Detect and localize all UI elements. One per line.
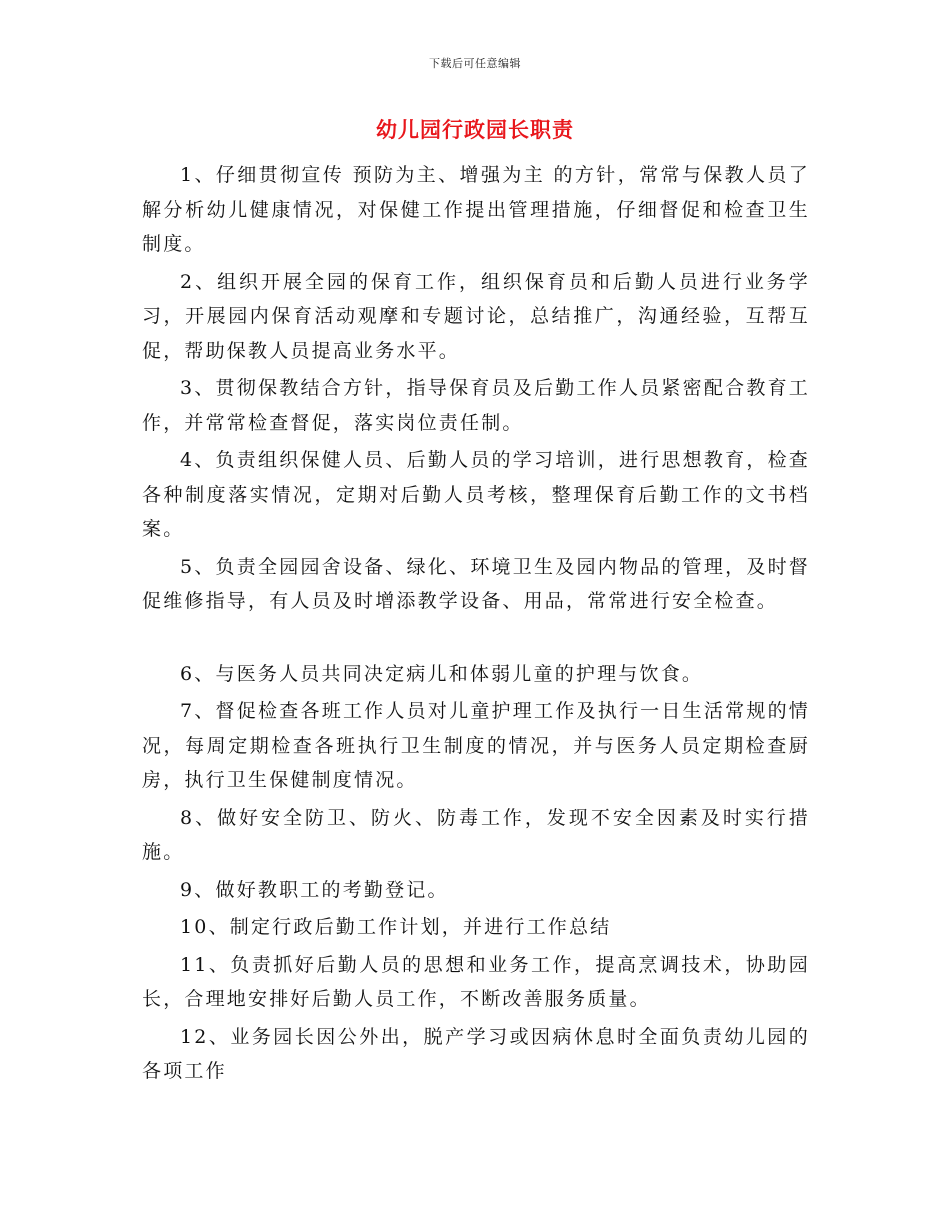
paragraph-10: 10、制定行政后勤工作计划，并进行工作总结 bbox=[180, 916, 612, 938]
paragraph-8: 8、做好安全防卫、防火、防毒工作，发现不安全因素及时实行措施。 bbox=[142, 806, 810, 863]
paragraph-2: 2、组织开展全园的保育工作，组织保育员和后勤人员进行业务学习，开展园内保育活动观摩和专题讨论，总结推广，沟通经验，互帮互促，帮助保教人员提高业务水平。 bbox=[142, 270, 810, 362]
paragraph-1: 1、仔细贯彻宣传 预防为主、增强为主 的方针，常常与保教人员了解分析幼儿健康情况，对保健工作提出管理措施，仔细督促和检查卫生制度。 bbox=[142, 164, 810, 255]
paragraph-12: 12、业务园长因公外出，脱产学习或因病休息时全面负责幼儿园的各项工作 bbox=[142, 1025, 810, 1082]
paragraph-3: 3、贯彻保教结合方针，指导保育员及后勤工作人员紧密配合教育工作，并常常检查督促，落实岗位责任制。 bbox=[142, 377, 810, 434]
paragraph-7: 7、督促检查各班工作人员对儿童护理工作及执行一日生活常规的情况，每周定期检查各班执行卫生制度的情况，并与医务人员定期检查厨房，执行卫生保健制度情况。 bbox=[142, 700, 810, 791]
paragraph-5: 5、负责全园园舍设备、绿化、环境卫生及园内物品的管理，及时督促维修指导，有人员及时增添教学设备、用品，常常进行安全检查。 bbox=[142, 555, 810, 612]
paragraph-9: 9、做好教职工的考勤登记。 bbox=[180, 878, 449, 901]
paragraph-4: 4、负责组织保健人员、后勤人员的学习培训，进行思想教育，检查各种制度落实情况，定期对后勤人员考核，整理保育后勤工作的文书档案。 bbox=[142, 449, 810, 540]
document-title: 幼儿园行政园长职责 bbox=[376, 117, 574, 142]
header-note: 下载后可任意编辑 bbox=[429, 57, 521, 70]
paragraph-11: 11、负责抓好后勤人员的思想和业务工作，提高烹调技术，协助园长，合理地安排好后勤人员工作，不断改善服务质量。 bbox=[142, 953, 810, 1010]
paragraph-6: 6、与医务人员共同决定病儿和体弱儿童的护理与饮食。 bbox=[180, 662, 704, 685]
document-body bbox=[142, 158, 810, 1092]
